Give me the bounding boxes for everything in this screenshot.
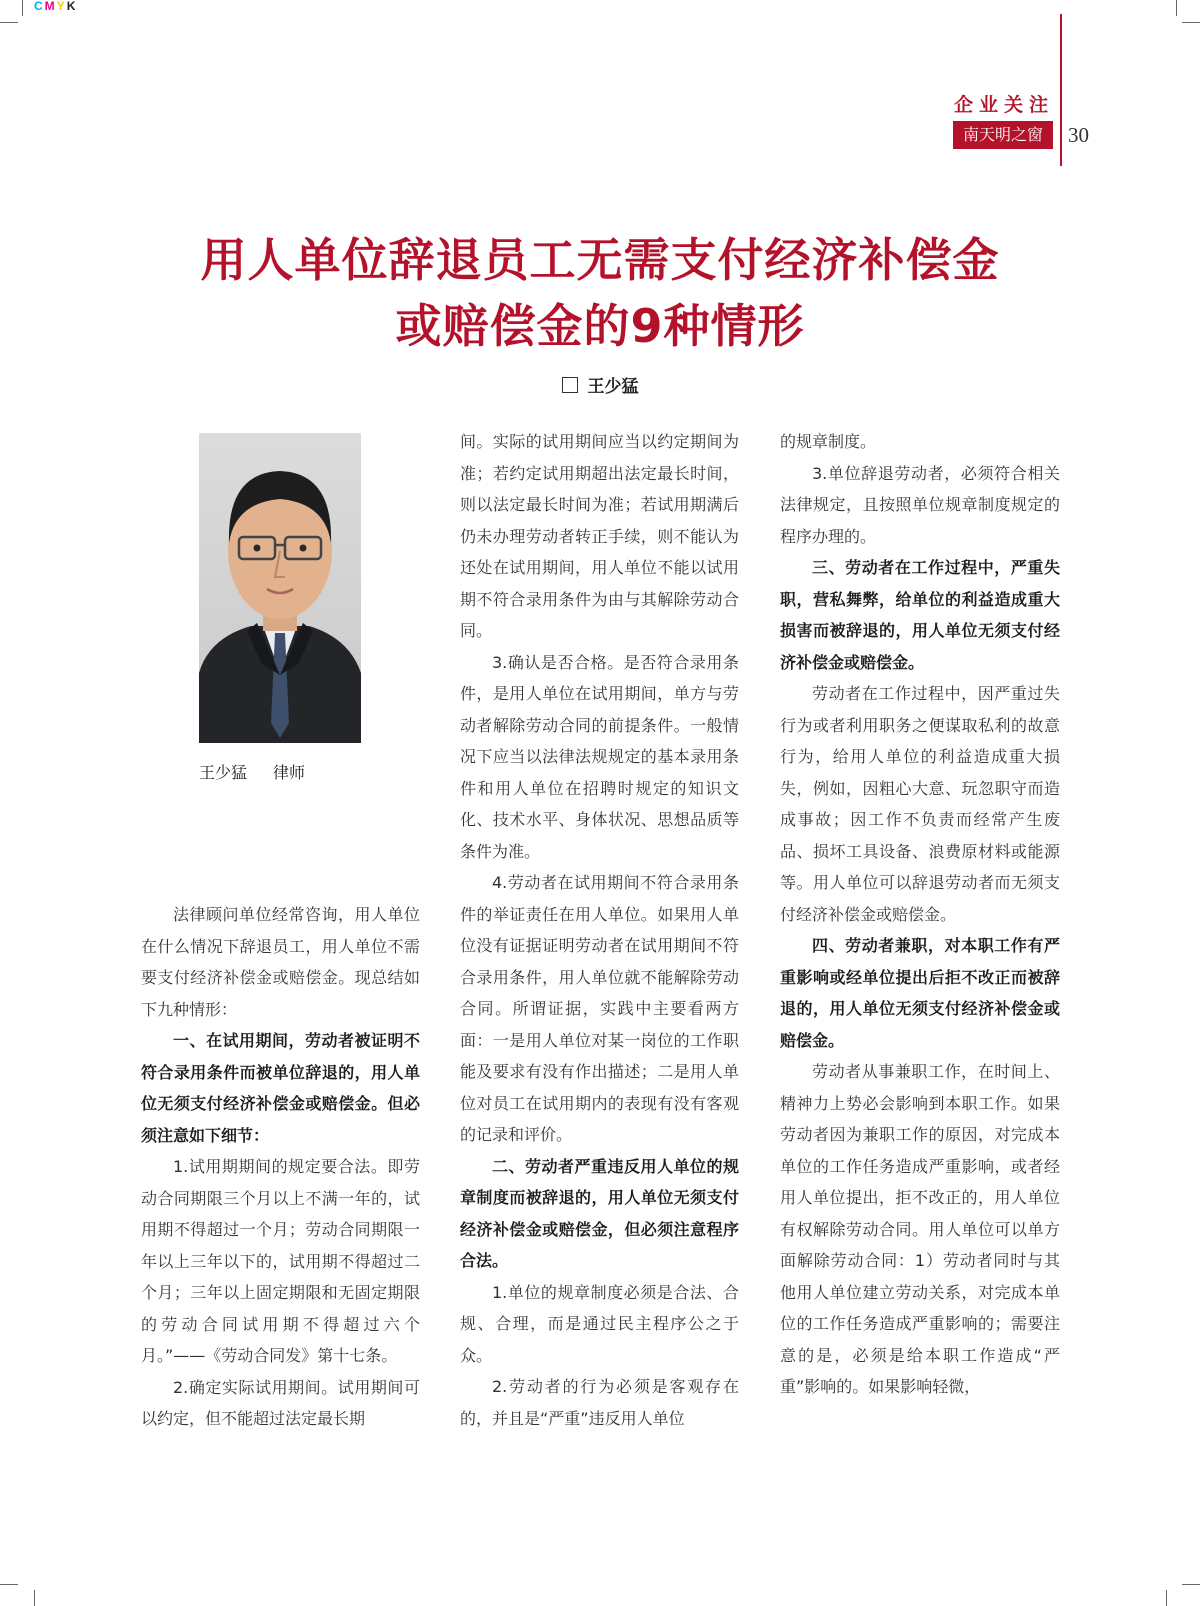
paragraph: 2.确定实际试用期间。试用期间可以约定，但不能超过法定最长期: [141, 1377, 420, 1428]
paragraph: 间。实际的试用期间应当以约定期间为准；若约定试用期超出法定最长时间，则以法定最长时间为准；若试用期满后仍未办理劳动者转正手续，则不能认为还处在试用期间，用人单位不能以试用期不符合录用条件为由与其解除劳动合同。: [460, 432, 739, 640]
article-title-line1: 用人单位辞退员工无需支付经济补偿金: [200, 233, 1000, 287]
author-byline: [0, 372, 1200, 397]
section-heading: 四、劳动者兼职，对本职工作有严重影响或经单位提出后拒不改正而被辞退的，用人单位无须支付经济补偿金或赔偿金。: [780, 936, 1060, 1050]
article-title-line2: 或赔偿金的9种情形: [395, 299, 805, 353]
crop-mark: [1182, 22, 1200, 23]
paragraph: 3.确认是否合格。是否符合录用条件，是用人单位在试用期间，单方与劳动者解除劳动合同的前提条件。一般情况下应当以法律法规规定的基本录用条件和用人单位在招聘时规定的知识文化、技术水平、身体状况、思想品质等条件为准。: [460, 652, 739, 861]
cmyk-k: K: [66, 0, 78, 13]
paragraph: 劳动者在工作过程中，因严重过失行为或者利用职务之便谋取私利的故意行为，给用人单位的利益造成重大损失，例如，因粗心大意、玩忽职守而造成事故；因工作不负责而经常产生废品、损坏工具设备、浪费原材料或能源等。用人单位可以辞退劳动者而无须支付经济补偿金或赔偿金。: [780, 684, 1060, 924]
byline-box-icon: [562, 377, 578, 393]
photo-caption: [199, 760, 305, 783]
column-name-badge: 南天明之窗: [953, 121, 1053, 149]
paragraph: 法律顾问单位经常咨询，用人单位在什么情况下辞退员工，用人单位不需要支付经济补偿金或赔偿金。现总结如下九种情形：: [141, 905, 420, 1019]
crop-mark: [0, 1584, 18, 1585]
section-heading: 三、劳动者在工作过程中，严重失职，营私舞弊，给单位的利益造成重大损害而被辞退的，用人单位无须支付经济补偿金或赔偿金。: [780, 558, 1060, 672]
paragraph: 1.单位的规章制度必须是合法、合规、合理，而是通过民主程序公之于众。: [460, 1282, 739, 1365]
header-divider: [1060, 14, 1062, 166]
crop-mark: [34, 1590, 35, 1606]
page-number: 30: [1068, 123, 1089, 147]
paragraph: 1.试用期期间的规定要合法。即劳动合同期限三个月以上不满一年的，试用期不得超过一个月；劳动合同期限一年以上三年以下的，试用期不得超过二个月；三年以上固定期限和无固定期限的劳动合同试用期不得超过六个月。”——《劳动合同发》第十七条。: [141, 1157, 420, 1365]
paragraph: 2.劳动者的行为必须是客观存在的，并且是“严重”违反用人单位: [460, 1377, 739, 1428]
section-heading: 二、劳动者严重违反用人单位的规章制度而被辞退的，用人单位无须支付经济补偿金或赔偿金，但必须注意程序合法。: [460, 1156, 739, 1270]
cmyk-y: Y: [56, 0, 67, 13]
paragraph: 的规章制度。: [780, 432, 877, 451]
cmyk-c: C: [34, 0, 45, 13]
caption-name: 王少猛: [199, 763, 248, 782]
paragraph: 劳动者从事兼职工作，在时间上、精神力上势必会影响到本职工作。如果劳动者因为兼职工作的原因，对完成本单位的工作任务造成严重影响，或者经用人单位提出，拒不改正的，用人单位有权解除劳动合同。用人单位可以单方面解除劳动合同：1）劳动者同时与其他用人单位建立劳动关系，对完成本单位的工作任务造成严重影响的；需要注意的是，必须是给本职工作造成“严重”影响的。如果影响轻微，: [780, 1062, 1060, 1396]
cmyk-m: M: [44, 0, 57, 13]
crop-mark: [22, 0, 23, 16]
crop-mark: [0, 22, 18, 23]
body-column-1: [141, 899, 420, 1435]
caption-role: 律师: [273, 763, 306, 782]
author-photo: [199, 433, 361, 743]
paragraph: 4.劳动者在试用期间不符合录用条件的举证责任在用人单位。如果用人单位没有证据证明劳动者在试用期间不符合录用条件，用人单位就不能解除劳动合同。所谓证据，实践中主要看两方面：一是用人单位对某一岗位的工作职能及要求有没有作出描述；二是用人单位对员工在试用期内的表现有没有客观的记录和评价。: [460, 873, 739, 1144]
body-column-2: [460, 426, 739, 1434]
crop-mark: [1166, 1590, 1167, 1606]
cmyk-color-bar: [34, 0, 77, 12]
paragraph: 3.单位辞退劳动者，必须符合相关法律规定，且按照单位规章制度规定的程序办理的。: [780, 463, 1060, 546]
section-heading: 一、在试用期间，劳动者被证明不符合录用条件而被单位辞退的，用人单位无须支付经济补偿金或赔偿金。但必须注意如下细节：: [141, 1031, 420, 1145]
portrait-illustration: [199, 433, 361, 743]
crop-mark: [1176, 0, 1177, 16]
section-label: 企业关注: [953, 94, 1054, 116]
body-column-3: [780, 426, 1060, 1403]
crop-mark: [1182, 1584, 1200, 1585]
author-name: 王少猛: [587, 377, 639, 397]
